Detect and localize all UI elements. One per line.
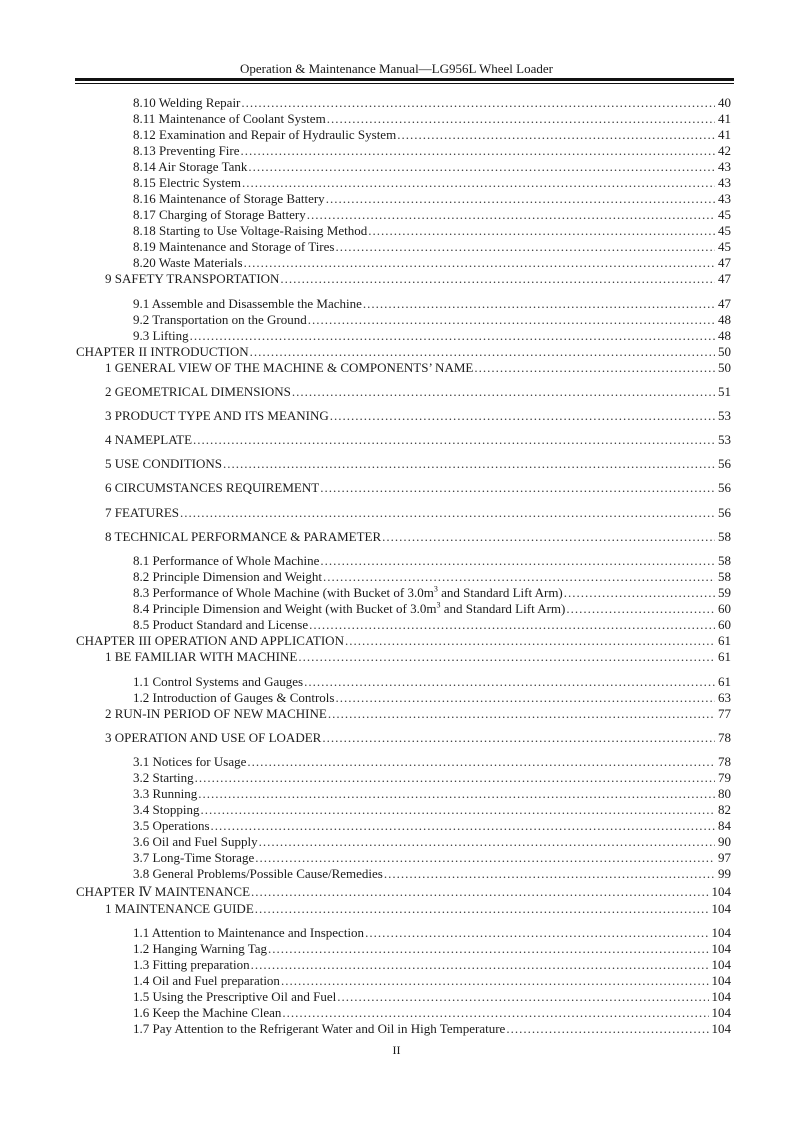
dot-leader <box>255 901 709 917</box>
toc-page-number: 78 <box>718 730 731 745</box>
toc-section <box>105 271 731 287</box>
toc-entry-title-tail: and Standard Lift Arm) <box>437 585 563 600</box>
toc-entry-title <box>76 884 250 900</box>
dot-leader <box>309 617 715 633</box>
toc-entry-title-text: 1.2 Introduction of Gauges & Controls <box>133 690 335 705</box>
toc-entry-title-text: 8.10 Welding Repair <box>133 95 241 110</box>
toc-page-number: 48 <box>718 312 731 327</box>
toc-entry-title-text: CHAPTER III OPERATION AND APPLICATION <box>76 633 344 648</box>
toc-entry-title <box>76 344 249 360</box>
toc-chapter <box>76 884 731 900</box>
toc-page-number: 104 <box>711 941 731 956</box>
toc-entry-title <box>105 649 297 665</box>
toc-page-number: 104 <box>711 989 731 1004</box>
dot-leader <box>223 456 715 472</box>
toc-subsection <box>133 674 731 690</box>
toc-entry-title-text: CHAPTER Ⅳ MAINTENANCE <box>76 884 251 899</box>
superscript: 3 <box>433 584 438 594</box>
toc-page-number: 90 <box>718 834 731 849</box>
toc-entry-title <box>133 754 246 770</box>
dot-leader <box>323 569 715 585</box>
toc-entry-title <box>133 617 308 633</box>
toc-entry-title-text: 1.1 Control Systems and Gauges <box>133 674 304 689</box>
dot-leader <box>282 1005 708 1021</box>
dot-leader <box>244 255 715 271</box>
toc-page-number: 63 <box>718 690 731 705</box>
toc-entry-title-text: 8.16 Maintenance of Storage Battery <box>133 191 325 206</box>
toc-entry-title <box>133 989 336 1005</box>
toc-entry-title-text: 4 NAMEPLATE <box>105 432 193 447</box>
dot-leader <box>259 834 715 850</box>
toc-entry-title <box>105 901 254 917</box>
toc-page-number: 97 <box>718 850 731 865</box>
toc-page-number: 53 <box>718 432 731 447</box>
toc-subsection <box>133 328 731 344</box>
toc-page-number: 45 <box>718 239 731 254</box>
dot-leader <box>251 957 709 973</box>
toc-entry-title <box>133 191 325 207</box>
toc-entry-title-text: CHAPTER II INTRODUCTION <box>76 344 249 359</box>
toc-subsection <box>133 770 731 786</box>
toc-entry-title-text: 3 PRODUCT TYPE AND ITS MEANING <box>105 408 329 423</box>
dot-leader <box>322 730 715 746</box>
toc-section <box>105 529 731 545</box>
toc-page-number: 104 <box>711 884 731 899</box>
toc-entry-title <box>133 127 396 143</box>
toc-subsection <box>133 690 731 706</box>
dot-leader <box>241 143 715 159</box>
toc-entry-title-text: 1.6 Keep the Machine Clean <box>133 1005 282 1020</box>
toc-entry-title <box>133 328 189 344</box>
toc-entry-title <box>133 175 241 191</box>
toc-entry-title <box>105 505 179 521</box>
toc-entry-title <box>105 271 279 287</box>
toc-subsection <box>133 989 731 1005</box>
dot-leader <box>268 941 708 957</box>
dot-leader <box>474 360 715 376</box>
dot-leader <box>320 553 715 569</box>
toc-subsection <box>133 585 731 601</box>
dot-leader <box>564 585 715 601</box>
toc-entry-title <box>105 432 192 448</box>
toc-entry-title <box>133 786 197 802</box>
toc-entry-title-text: 8.2 Principle Dimension and Weight <box>133 569 322 584</box>
toc-section <box>105 730 731 746</box>
dot-leader <box>241 95 715 111</box>
toc-page-number: 99 <box>718 866 731 881</box>
toc-page-number: 50 <box>718 360 731 375</box>
dot-leader <box>308 312 715 328</box>
toc-subsection <box>133 312 731 328</box>
toc-entry-title-text: 1.2 Hanging Warning Tag <box>133 941 268 956</box>
toc-entry-title-text: 8.15 Electric System <box>133 175 241 190</box>
toc-page-number: 43 <box>718 175 731 190</box>
toc-entry-title <box>133 143 240 159</box>
toc-entry-title-text: 3.2 Starting <box>133 770 194 785</box>
toc-page-number: 41 <box>718 111 731 126</box>
dot-leader <box>280 271 715 287</box>
dot-leader <box>328 706 715 722</box>
toc-entry-title-text: 1 MAINTENANCE GUIDE <box>105 901 254 916</box>
toc-section <box>105 432 731 448</box>
toc-entry-title <box>105 384 291 400</box>
toc-entry-title-text: 1.3 Fitting preparation <box>133 957 250 972</box>
toc-entry-title <box>133 239 334 255</box>
toc-subsection <box>133 143 731 159</box>
toc-entry-title <box>133 850 254 866</box>
toc-section <box>105 384 731 400</box>
toc-chapter <box>76 344 731 360</box>
toc-entry-title-text: 8 TECHNICAL PERFORMANCE & PARAMETER <box>105 529 382 544</box>
toc-page-number: 61 <box>718 633 731 648</box>
toc-subsection <box>133 159 731 175</box>
toc-page-number: 60 <box>718 601 731 616</box>
toc-entry-title-text: 8.13 Preventing Fire <box>133 143 240 158</box>
toc-page-number: 104 <box>711 957 731 972</box>
dot-leader <box>566 601 715 617</box>
toc-subsection <box>133 601 731 617</box>
dot-leader <box>320 480 715 496</box>
toc-page-number: 47 <box>718 271 731 286</box>
toc-subsection <box>133 296 731 312</box>
toc-entry-title <box>133 802 199 818</box>
toc-entry-title <box>133 207 306 223</box>
toc-page-number: 82 <box>718 802 731 817</box>
running-header: Operation & Maintenance Manual—LG956L Wheel Loader <box>240 61 553 76</box>
toc-entry-title-text: 8.20 Waste Materials <box>133 255 243 270</box>
toc-subsection <box>133 223 731 239</box>
dot-leader <box>365 925 708 941</box>
toc-page-number: 58 <box>718 529 731 544</box>
toc-page-number: 58 <box>718 569 731 584</box>
toc-entry-title <box>133 312 307 328</box>
toc-page-number: 104 <box>711 925 731 940</box>
dot-leader <box>292 384 715 400</box>
toc-page-number: 53 <box>718 408 731 423</box>
dot-leader <box>190 328 715 344</box>
toc-subsection <box>133 818 731 834</box>
dot-leader <box>251 884 708 900</box>
toc-entry-title-text: 3.7 Long-Time Storage <box>133 850 255 865</box>
toc-entry-title-text: 8.3 Performance of Whole Machine (with Bucket of 3.0m <box>133 585 434 600</box>
toc-subsection <box>133 1021 731 1037</box>
toc-entry-title-text: 1.1 Attention to Maintenance and Inspection <box>133 925 365 940</box>
dot-leader <box>384 866 715 882</box>
dot-leader <box>242 175 715 191</box>
toc-entry-title <box>105 706 327 722</box>
toc-entry-title <box>105 529 381 545</box>
toc-entry-title <box>133 973 280 989</box>
toc-section <box>105 649 731 665</box>
toc-subsection <box>133 754 731 770</box>
toc-entry-title <box>105 360 473 376</box>
toc-page-number: 48 <box>718 328 731 343</box>
toc-page-number: 80 <box>718 786 731 801</box>
toc-entry-title <box>105 456 222 472</box>
toc-subsection <box>133 617 731 633</box>
toc-entry-title-text: 8.18 Starting to Use Voltage-Raising Method <box>133 223 368 238</box>
toc-subsection <box>133 941 731 957</box>
toc-subsection <box>133 239 731 255</box>
toc-entry-title <box>133 957 250 973</box>
toc-entry-title <box>133 553 319 569</box>
toc-section <box>105 901 731 917</box>
toc-page-number: 61 <box>718 649 731 664</box>
toc-subsection <box>133 850 731 866</box>
toc-page-number: 56 <box>718 480 731 495</box>
toc-subsection <box>133 866 731 882</box>
toc-subsection <box>133 973 731 989</box>
dot-leader <box>281 973 709 989</box>
toc-subsection <box>133 255 731 271</box>
toc-page-number: 43 <box>718 159 731 174</box>
toc-section <box>105 408 731 424</box>
toc-entry-title-tail: and Standard Lift Arm) <box>440 601 566 616</box>
toc-subsection <box>133 834 731 850</box>
toc-section <box>105 505 731 521</box>
header-rule-thin <box>75 83 734 84</box>
page-number: II <box>392 1043 401 1057</box>
toc-entry-title-text: 8.14 Air Storage Tank <box>133 159 248 174</box>
dot-leader <box>200 802 715 818</box>
toc-page-number: 45 <box>718 223 731 238</box>
dot-leader <box>304 674 715 690</box>
toc-entry-title-text: 9.2 Transportation on the Ground <box>133 312 307 327</box>
toc-entry-title-text: 1 BE FAMILIAR WITH MACHINE <box>105 649 298 664</box>
toc-entry-title <box>133 690 334 706</box>
toc-entry-title-text: 5 USE CONDITIONS <box>105 456 222 471</box>
toc-entry-title <box>133 1021 505 1037</box>
dot-leader <box>326 191 715 207</box>
toc-entry-title <box>133 866 383 882</box>
toc-page-number: 47 <box>718 255 731 270</box>
toc-entry-title-text: 9.1 Assemble and Disassemble the Machine <box>133 296 362 311</box>
dot-leader <box>506 1021 708 1037</box>
toc-entry-title-text: 1.5 Using the Prescriptive Oil and Fuel <box>133 989 337 1004</box>
toc-entry-title <box>133 1005 281 1021</box>
toc-entry-title-text: 3.3 Running <box>133 786 198 801</box>
toc-entry-title <box>105 408 329 424</box>
toc-page-number: 58 <box>718 553 731 568</box>
toc-page-number: 42 <box>718 143 731 158</box>
superscript: 3 <box>436 600 441 610</box>
toc-entry-title <box>133 111 326 127</box>
toc-page-number: 84 <box>718 818 731 833</box>
toc-page-number: 56 <box>718 505 731 520</box>
toc-page-number: 59 <box>718 585 731 600</box>
toc-page-number: 51 <box>718 384 731 399</box>
toc-page-number: 104 <box>711 1021 731 1036</box>
toc-entry-title-text: 1.7 Pay Attention to the Refrigerant Water and Oil in High Temperature <box>133 1021 506 1036</box>
dot-leader <box>247 754 715 770</box>
dot-leader <box>382 529 715 545</box>
toc-entry-title-text: 8.12 Examination and Repair of Hydraulic System <box>133 127 397 142</box>
dot-leader <box>250 344 715 360</box>
toc-page-number: 45 <box>718 207 731 222</box>
toc-entry-title <box>76 633 344 649</box>
toc-entry-title <box>133 818 210 834</box>
dot-leader <box>345 633 715 649</box>
toc-page-number: 47 <box>718 296 731 311</box>
toc-entry-title-text: 3.6 Oil and Fuel Supply <box>133 834 258 849</box>
toc-subsection <box>133 95 731 111</box>
toc-page-number: 43 <box>718 191 731 206</box>
dot-leader <box>248 159 715 175</box>
header-rule-thick <box>75 78 734 81</box>
toc-entry-title-text: 8.19 Maintenance and Storage of Tires <box>133 239 335 254</box>
toc-page-number: 61 <box>718 674 731 689</box>
dot-leader <box>337 989 708 1005</box>
dot-leader <box>193 432 715 448</box>
toc-entry-title-text: 3.8 General Problems/Possible Cause/Remedies <box>133 866 383 881</box>
toc-subsection <box>133 175 731 191</box>
toc-page-number: 60 <box>718 617 731 632</box>
dot-leader <box>335 690 715 706</box>
toc-subsection <box>133 207 731 223</box>
dot-leader <box>211 818 715 834</box>
toc-entry-title <box>133 674 303 690</box>
toc-page-number: 104 <box>711 901 731 916</box>
toc-entry-title-text: 8.5 Product Standard and License <box>133 617 309 632</box>
toc-entry-title-text: 3.5 Operations <box>133 818 210 833</box>
toc-section <box>105 706 731 722</box>
toc-subsection <box>133 127 731 143</box>
toc-section <box>105 456 731 472</box>
dot-leader <box>198 786 715 802</box>
toc-page-number: 40 <box>718 95 731 110</box>
toc-entry-title <box>105 730 321 746</box>
toc-entry-title-text: 9.3 Lifting <box>133 328 189 343</box>
dot-leader <box>180 505 715 521</box>
toc-entry-title-text: 8.4 Principle Dimension and Weight (with Bucket of 3.0m <box>133 601 437 616</box>
toc-entry-title <box>133 159 247 175</box>
toc-subsection <box>133 957 731 973</box>
toc-page-number: 78 <box>718 754 731 769</box>
toc-subsection <box>133 786 731 802</box>
dot-leader <box>397 127 715 143</box>
toc-entry-title-text: 1.4 Oil and Fuel preparation <box>133 973 280 988</box>
toc-page-number: 77 <box>718 706 731 721</box>
toc-subsection <box>133 925 731 941</box>
toc-page-number: 79 <box>718 770 731 785</box>
toc-entry-title-text: 2 GEOMETRICAL DIMENSIONS <box>105 384 291 399</box>
toc-entry-title <box>133 834 258 850</box>
toc-subsection <box>133 802 731 818</box>
toc-entry-title <box>133 601 565 617</box>
toc-entry-title-text: 2 RUN-IN PERIOD OF NEW MACHINE <box>105 706 327 721</box>
toc-entry-title-text: 8.11 Maintenance of Coolant System <box>133 111 326 126</box>
toc-entry-title-text: 8.1 Performance of Whole Machine <box>133 553 320 568</box>
toc-section <box>105 360 731 376</box>
toc-entry-title <box>105 480 319 496</box>
toc-section <box>105 480 731 496</box>
dot-leader <box>307 207 715 223</box>
toc-page-number: 104 <box>711 973 731 988</box>
toc-entry-title <box>133 569 322 585</box>
toc-chapter <box>76 633 731 649</box>
toc-subsection <box>133 1005 731 1021</box>
dot-leader <box>363 296 715 312</box>
toc-entry-title-text: 1 GENERAL VIEW OF THE MACHINE & COMPONENTS’ NAME <box>105 360 474 375</box>
toc-subsection <box>133 553 731 569</box>
dot-leader <box>330 408 715 424</box>
toc-entry-title <box>133 925 364 941</box>
toc-entry-title-text: 3 OPERATION AND USE OF LOADER <box>105 730 322 745</box>
toc-entry-title <box>133 255 243 271</box>
toc-entry-title-text: 9 SAFETY TRANSPORTATION <box>105 271 280 286</box>
toc-entry-title <box>133 223 367 239</box>
toc-entry-title <box>133 95 240 111</box>
dot-leader <box>335 239 715 255</box>
toc-entry-title-text: 3.1 Notices for Usage <box>133 754 247 769</box>
toc-entry-title <box>133 585 563 601</box>
dot-leader <box>327 111 715 127</box>
toc-page-number: 56 <box>718 456 731 471</box>
toc-entry-title-text: 6 CIRCUMSTANCES REQUIREMENT <box>105 480 320 495</box>
dot-leader <box>368 223 715 239</box>
toc-subsection <box>133 569 731 585</box>
dot-leader <box>255 850 715 866</box>
toc-subsection <box>133 191 731 207</box>
toc-entry-title <box>133 941 267 957</box>
toc-page-number: 50 <box>718 344 731 359</box>
toc-entry-title-text: 3.4 Stopping <box>133 802 200 817</box>
toc-page-number: 104 <box>711 1005 731 1020</box>
toc-entry-title <box>133 296 362 312</box>
toc-subsection <box>133 111 731 127</box>
toc-page-number: 41 <box>718 127 731 142</box>
toc-entry-title-text: 8.17 Charging of Storage Battery <box>133 207 306 222</box>
toc-entry-title-text: 7 FEATURES <box>105 505 180 520</box>
dot-leader <box>195 770 715 786</box>
dot-leader <box>298 649 715 665</box>
toc-entry-title <box>133 770 194 786</box>
